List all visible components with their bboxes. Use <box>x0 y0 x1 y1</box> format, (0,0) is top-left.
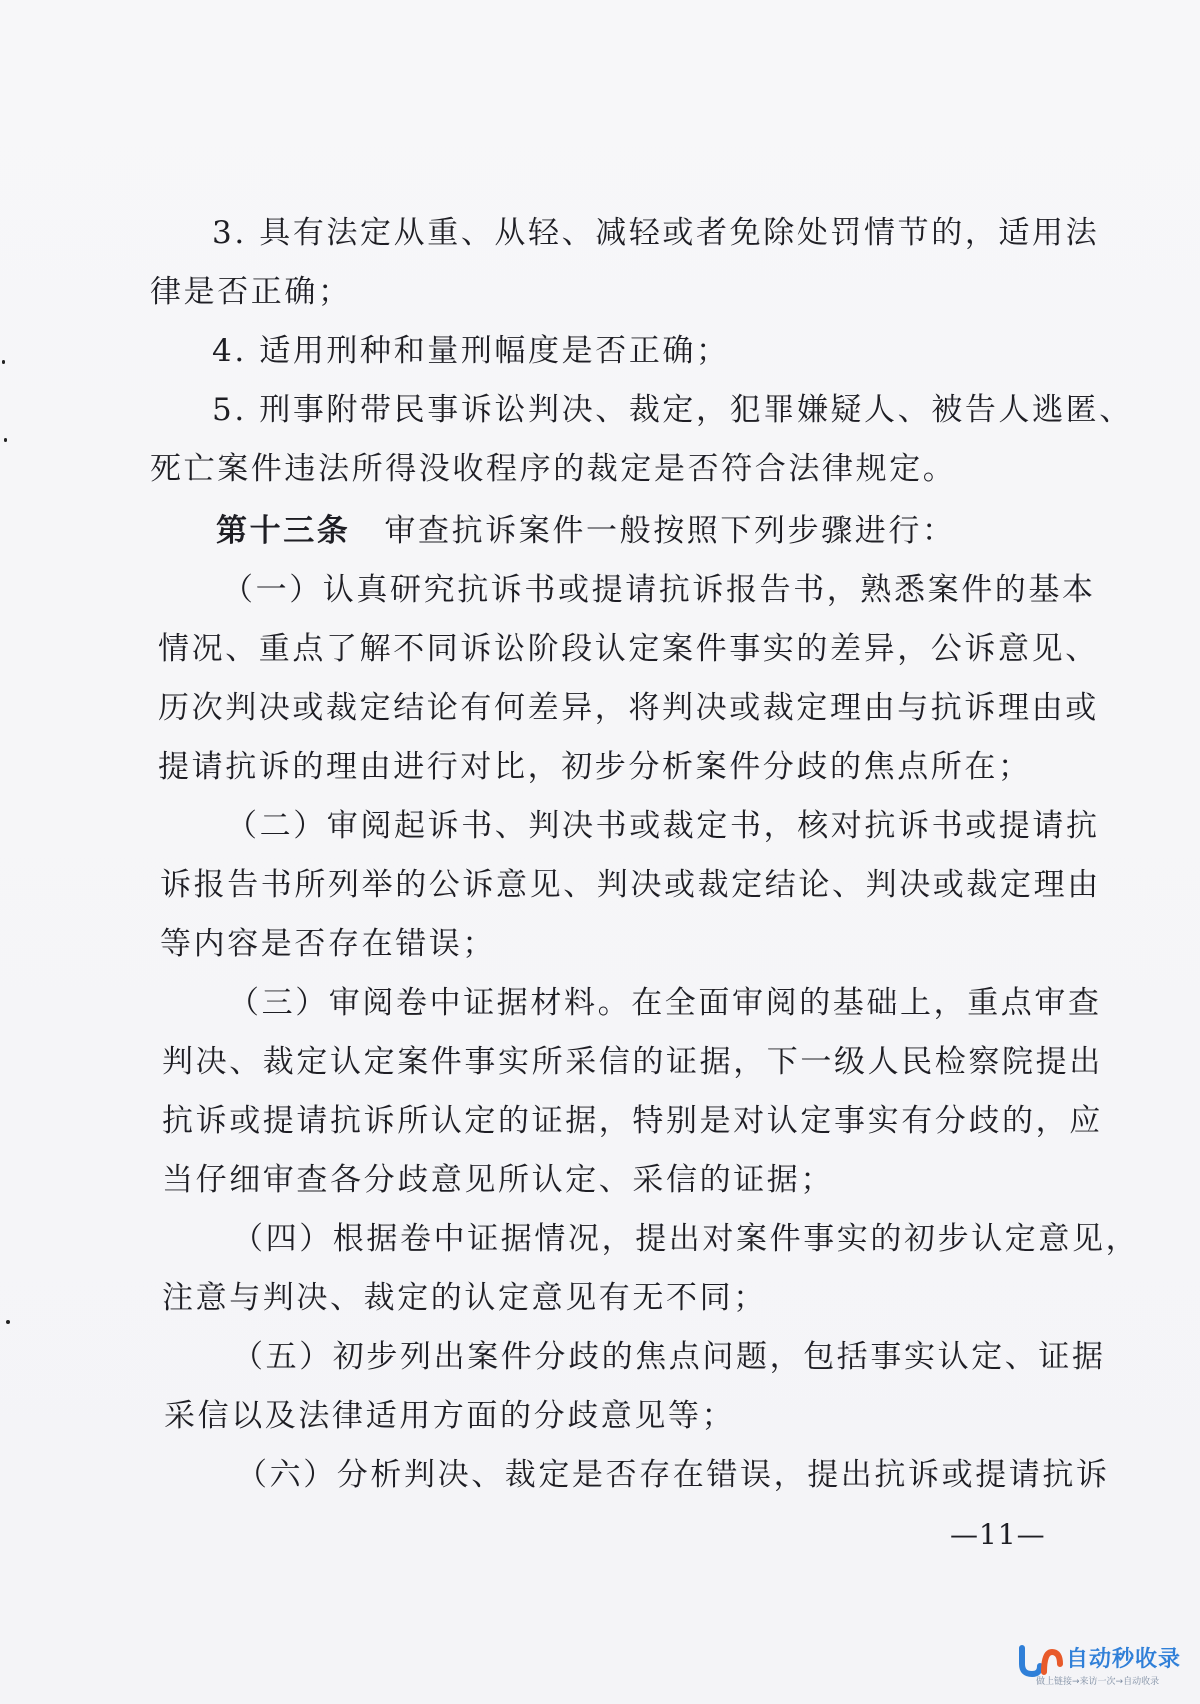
article-text: 审查抗诉案件一般按照下列步骤进行： <box>384 513 956 549</box>
watermark-logo-icon <box>1018 1642 1064 1678</box>
watermark-title: 自动秒收录 <box>1066 1647 1182 1672</box>
page-number: —11— <box>950 1518 1046 1551</box>
watermark <box>1018 1638 1188 1694</box>
text-line: 5. 刑事附带民事诉讼判决、裁定，犯罪嫌疑人、被告人逃匿、 <box>212 392 1133 428</box>
text-line: （四）根据卷中证据情况，提出对案件事实的初步认定意见， <box>232 1221 1140 1257</box>
text-line: （五）初步列出案件分歧的焦点问题，包括事实认定、证据 <box>232 1339 1106 1375</box>
text-line: 等内容是否存在错误； <box>160 926 496 962</box>
scan-edge-mark <box>4 438 7 442</box>
text-line: 采信以及法律适用方面的分歧意见等； <box>164 1398 736 1434</box>
text-line: 抗诉或提请抗诉所认定的证据，特别是对认定事实有分歧的，应 <box>162 1103 1103 1139</box>
text-line: 3. 具有法定从重、从轻、减轻或者免除处罚情节的，适用法 <box>212 215 1100 251</box>
text-line: （一）认真研究抗诉书或提请抗诉报告书，熟悉案件的基本 <box>222 572 1096 608</box>
text-line: 死亡案件违法所得没收程序的裁定是否符合法律规定。 <box>150 451 957 487</box>
article-number: 第十三条 <box>216 513 351 549</box>
article-heading <box>216 511 956 551</box>
watermark-subtitle: 做上链接→来访一次→自动收录 <box>1036 1677 1160 1687</box>
scan-edge-mark <box>6 1320 10 1324</box>
text-line: 诉报告书所列举的公诉意见、判决或裁定结论、判决或裁定理由 <box>160 867 1101 903</box>
text-line: 情况、重点了解不同诉讼阶段认定案件事实的差异，公诉意见、 <box>158 631 1099 667</box>
scan-edge-mark <box>2 360 5 364</box>
text-line: 律是否正确； <box>150 274 352 310</box>
text-line: 判决、裁定认定案件事实所采信的证据，下一级人民检察院提出 <box>162 1044 1103 1080</box>
text-line: 历次判决或裁定结论有何差异，将判决或裁定理由与抗诉理由或 <box>158 690 1099 726</box>
text-line: （三）审阅卷中证据材料。在全面审阅的基础上，重点审查 <box>228 985 1102 1021</box>
text-line: 注意与判决、裁定的认定意见有无不同； <box>162 1280 767 1316</box>
text-line: （二）审阅起诉书、判决书或裁定书，核对抗诉书或提请抗 <box>226 808 1100 844</box>
text-line: 4. 适用刑种和量刑幅度是否正确； <box>212 333 730 369</box>
text-line: （六）分析判决、裁定是否存在错误，提出抗诉或提请抗诉 <box>236 1457 1110 1493</box>
text-line: 提请抗诉的理由进行对比，初步分析案件分歧的焦点所在； <box>158 749 1032 785</box>
text-line: 当仔细审查各分歧意见所认定、采信的证据； <box>162 1162 834 1198</box>
